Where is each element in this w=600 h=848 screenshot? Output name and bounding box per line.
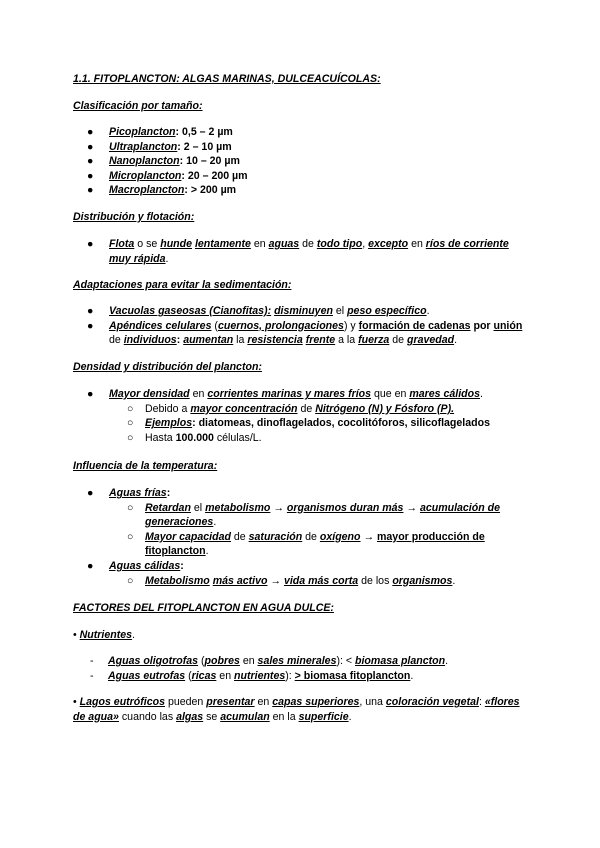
text-run: .: [454, 334, 458, 347]
aguas-list: [73, 654, 533, 683]
sub-item: [73, 416, 533, 431]
text-run: saturación: [248, 530, 303, 543]
list-item: [73, 319, 533, 348]
text-run: Aguas oligotrofas: [108, 655, 199, 667]
text-run: de: [302, 530, 320, 543]
text-run: →: [360, 530, 377, 543]
text-run: Ejemplos: [145, 417, 193, 430]
list-item: [73, 154, 533, 169]
circle-bullet-icon: ○: [127, 530, 134, 543]
temperatura-list: [73, 486, 533, 588]
page-title: [73, 72, 533, 87]
text-run: •: [73, 696, 80, 708]
text-run: > biomasa fitoplancton: [294, 669, 411, 682]
text-run: nutrientes: [234, 669, 286, 682]
densidad-list: [73, 387, 533, 445]
text-run: unión: [493, 319, 523, 332]
text-run: Retardan: [145, 501, 191, 514]
text-run: : 0,5 – 2 µm: [175, 126, 233, 138]
circle-bullet-icon: ○: [127, 402, 134, 415]
list-item: [73, 125, 533, 140]
text-run: vida más corta: [283, 574, 359, 587]
sub-item: [73, 501, 533, 530]
text-run: organismos duran más: [286, 501, 404, 514]
text-run: Picoplancton: [109, 126, 176, 138]
text-run: Aguas eutrofas: [108, 669, 186, 682]
list-item: [73, 387, 533, 402]
bullet-icon: ●: [87, 559, 94, 572]
dash-bullet: -: [90, 655, 94, 667]
bullet-icon: ●: [87, 487, 94, 499]
text-run: Hasta: [145, 431, 176, 444]
section-distribucion-heading: [73, 210, 533, 225]
text-run: Adaptaciones para evitar la sedimentación:: [73, 279, 292, 291]
text-run: acumulación de generaciones: [145, 501, 501, 529]
text-run: Distribución y flotación:: [73, 211, 195, 223]
section-temperatura-heading: [73, 459, 533, 474]
text-run: : 20 – 200 µm: [181, 169, 248, 182]
bullet-icon: ●: [87, 238, 94, 250]
text-run: el: [332, 305, 348, 317]
text-run: coloración vegetal: [385, 696, 479, 708]
text-run: Nanoplancton: [109, 155, 180, 168]
text-run: (: [198, 655, 205, 667]
text-run: a la: [335, 334, 359, 347]
text-run: disminuyen: [274, 305, 333, 317]
text-run: más activo: [212, 574, 268, 587]
lagos-paragraph: [73, 695, 533, 724]
text-run: Macroplancton: [109, 184, 185, 197]
title-text: 1.1. FITOPLANCTON: ALGAS MARINAS, DULCEACUÍCOLAS:: [73, 73, 381, 85]
text-run: ríos de corriente muy rápida: [109, 238, 509, 265]
bullet-icon: ●: [87, 388, 94, 400]
text-run: Metabolismo: [145, 574, 210, 587]
text-run: todo tipo: [316, 238, 363, 250]
text-run: en la: [269, 710, 299, 723]
sub-item: [73, 402, 533, 417]
text-run: o se: [134, 238, 161, 250]
circle-bullet-icon: ○: [127, 501, 134, 514]
text-run: Aguas frías: [109, 487, 167, 499]
text-run: lentamente: [194, 238, 251, 250]
text-run: de: [299, 238, 317, 250]
text-run: algas: [176, 710, 204, 723]
text-run: pobres: [204, 655, 240, 667]
text-run: corrientes marinas y mares fríos: [207, 388, 372, 400]
text-run: .: [213, 516, 217, 529]
text-run: mayor concentración: [190, 402, 298, 415]
text-run: en: [216, 669, 235, 682]
section-factores-heading: [73, 601, 533, 616]
text-run: en: [239, 655, 258, 667]
bullet-icon: ●: [87, 155, 94, 168]
text-run: presentar: [206, 696, 255, 708]
text-run: de: [389, 334, 407, 347]
sub-item: [73, 530, 533, 559]
sub-item: [73, 574, 533, 589]
text-run: «flores de agua»: [73, 696, 520, 723]
text-run: •: [73, 629, 80, 641]
text-run: en: [408, 238, 426, 250]
text-run: FACTORES DEL FITOPLANCTON EN AGUA DULCE:: [73, 602, 334, 614]
text-run: sales minerales: [257, 655, 337, 667]
text-run: mayor producción de fitoplancton: [145, 530, 485, 558]
text-run: individuos: [123, 334, 177, 347]
text-run: :: [180, 559, 184, 572]
section-clasificacion-heading: [73, 99, 533, 114]
list-item: [73, 559, 533, 574]
text-run: ): <: [336, 655, 356, 667]
text-run: oxígeno: [319, 530, 361, 543]
text-run: en: [189, 388, 208, 400]
text-run: , una: [359, 696, 386, 708]
text-run: →: [267, 574, 284, 587]
text-run: metabolismo: [205, 501, 271, 514]
text-run: .: [480, 388, 483, 400]
text-run: Lagos eutróficos: [79, 696, 166, 708]
text-run: resistencia: [247, 334, 303, 347]
text-run: hunde: [160, 238, 193, 250]
text-run: se: [203, 710, 221, 723]
text-run: →: [403, 501, 420, 514]
text-run: mares cálidos: [409, 388, 480, 400]
text-run: de los: [358, 574, 393, 587]
list-item: [73, 140, 533, 155]
bullet-icon: ●: [87, 319, 94, 332]
heading-text: Clasificación por tamaño:: [73, 100, 203, 112]
text-run: .: [426, 305, 430, 317]
text-run: superficie: [298, 710, 349, 723]
text-run: :: [176, 334, 184, 347]
text-run: Apéndices celulares: [109, 319, 212, 332]
text-run: excepto: [368, 238, 409, 250]
list-item: [73, 183, 533, 198]
text-run: ricas: [191, 669, 217, 682]
text-run: .: [348, 710, 352, 723]
text-run: : 10 – 20 µm: [179, 155, 240, 168]
text-run: ) y: [343, 319, 359, 332]
text-run: aumentan: [183, 334, 234, 347]
text-run: Mayor densidad: [109, 388, 190, 400]
text-run: Vacuolas gaseosas (Cianofitas):: [109, 305, 272, 317]
distribucion-list: [73, 237, 533, 266]
text-run: Debido a: [145, 402, 191, 415]
text-run: 100.000: [175, 431, 214, 444]
text-run: :: [478, 696, 485, 708]
text-run: Mayor capacidad: [145, 530, 231, 543]
text-run: (: [211, 319, 218, 332]
text-run: : 2 – 10 µm: [177, 140, 232, 153]
dash-bullet: -: [90, 669, 94, 682]
text-run: Flota: [109, 238, 135, 250]
text-run: : > 200 µm: [184, 184, 237, 197]
sub-item: [73, 431, 533, 446]
text-run: .: [205, 545, 209, 558]
text-run: Microplancton: [109, 169, 182, 182]
text-run: :: [166, 487, 171, 499]
text-run: peso específico: [347, 305, 427, 317]
text-run: →: [270, 501, 287, 514]
section-densidad-heading: [73, 360, 533, 375]
text-run: Densidad y distribución del plancton:: [73, 361, 262, 373]
text-run: Ultraplancton: [109, 140, 178, 153]
text-run: .: [445, 655, 449, 667]
adaptaciones-list: [73, 304, 533, 348]
list-item: [73, 486, 533, 501]
text-run: en: [250, 238, 269, 250]
text-run: gravedad: [406, 334, 455, 347]
text-run: .: [410, 669, 414, 682]
text-run: por: [470, 319, 494, 332]
bullet-icon: ●: [87, 126, 94, 138]
section-adaptaciones-heading: [73, 278, 533, 293]
text-run: (: [185, 669, 192, 682]
list-item: [73, 237, 533, 266]
list-item: [73, 654, 533, 669]
circle-bullet-icon: ○: [127, 431, 134, 444]
text-run: el: [190, 501, 206, 514]
bullet-icon: ●: [87, 140, 94, 153]
text-run: : diatomeas, dinoflagelados, cocolitóforos, silicoflagelados: [192, 417, 490, 430]
circle-bullet-icon: ○: [127, 417, 134, 430]
bullet-icon: ●: [87, 184, 94, 197]
text-run: organismos: [392, 574, 453, 587]
text-run: aguas: [268, 238, 300, 250]
text-run: la: [233, 334, 248, 347]
text-run: Nutrientes: [79, 629, 133, 641]
circle-bullet-icon: ○: [127, 574, 134, 587]
text-run: Influencia de la temperatura:: [73, 460, 218, 472]
text-run: .: [165, 252, 169, 265]
text-run: fuerza: [358, 334, 390, 347]
text-run: de: [109, 334, 124, 347]
text-run: de: [230, 530, 249, 543]
text-run: biomasa plancton: [355, 655, 446, 667]
text-run: capas superiores: [272, 696, 360, 708]
text-run: que en: [371, 388, 410, 400]
size-list: [73, 125, 533, 198]
text-run: acumulan: [220, 710, 270, 723]
list-item: [73, 669, 533, 684]
text-run: ,: [362, 238, 369, 250]
bullet-icon: ●: [87, 305, 94, 317]
nutrientes-line: [73, 628, 533, 643]
list-item: [73, 169, 533, 184]
text-run: de: [297, 402, 316, 415]
text-run: .: [132, 629, 135, 641]
text-run: frente: [305, 334, 336, 347]
text-run: Aguas cálidas: [109, 559, 181, 572]
text-run: .: [452, 574, 456, 587]
text-run: células/L.: [213, 431, 262, 444]
text-run: ):: [285, 669, 295, 682]
text-run: Nitrógeno (N) y Fósforo (P).: [315, 402, 455, 415]
text-run: en: [254, 696, 273, 708]
text-run: cuernos, prolongaciones: [217, 319, 344, 332]
text-run: pueden: [165, 696, 207, 708]
text-run: formación de cadenas: [358, 319, 471, 332]
bullet-icon: ●: [87, 169, 94, 182]
text-run: cuando las: [118, 710, 177, 723]
list-item: [73, 304, 533, 319]
